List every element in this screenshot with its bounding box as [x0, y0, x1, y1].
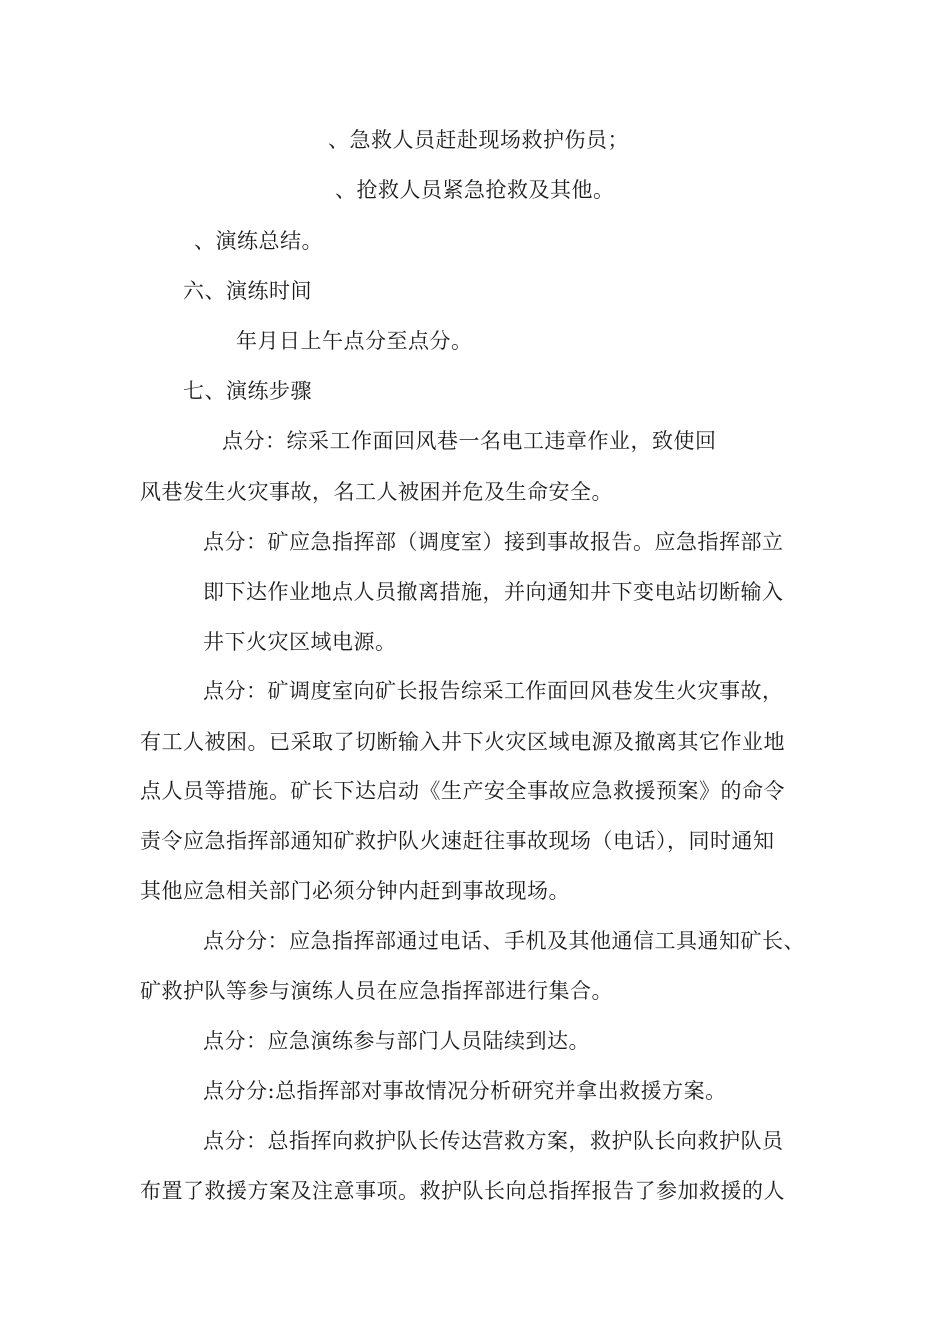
text-line-21: 点分：总指挥向救护队长传达营救方案，救护队长向救护队员	[203, 1129, 784, 1153]
text-line-14: 点人员等措施。矿长下达启动《生产安全事故应急救援预案》的命令	[140, 779, 785, 803]
section-heading-drill-time: 六、演练时间	[183, 279, 312, 303]
section-heading-drill-steps: 七、演练步骤	[183, 379, 312, 403]
text-line-17: 点分分：应急指挥部通过电话、手机及其他通信工具通知矿长、	[203, 929, 805, 953]
text-line-19: 点分：应急演练参与部门人员陆续到达。	[203, 1029, 590, 1053]
text-line-12: 点分：矿调度室向矿长报告综采工作面回风巷发生火灾事故，	[203, 679, 784, 703]
text-line-18: 矿救护队等参与演练人员在应急指挥部进行集合。	[140, 979, 613, 1003]
text-line-1: 、急救人员赶赴现场救护伤员；	[328, 128, 629, 152]
text-line-22: 布置了救援方案及注意事项。救护队长向总指挥报告了参加救援的人	[140, 1179, 785, 1203]
text-line-2: 、抢救人员紧急抢救及其他。	[335, 178, 615, 202]
text-line-20: 点分分:总指挥部对事故情况分析研究并拿出救援方案。	[203, 1079, 727, 1103]
text-line-13: 有工人被困。已采取了切断输入井下火灾区域电源及撤离其它作业地	[140, 730, 785, 754]
text-line-8: 风巷发生火灾事故，名工人被困并危及生命安全。	[140, 480, 613, 504]
text-line-11: 井下火灾区域电源。	[203, 630, 397, 654]
text-line-3: 、演练总结。	[194, 229, 323, 253]
text-line-7: 点分：综采工作面回风巷一名电工违章作业，致使回	[222, 429, 717, 453]
text-line-9: 点分：矿应急指挥部（调度室）接到事故报告。应急指挥部立	[203, 530, 784, 554]
text-line-16: 其他应急相关部门必须分钟内赶到事故现场。	[140, 879, 570, 903]
text-line-10: 即下达作业地点人员撤离措施，并向通知井下变电站切断输入	[203, 580, 784, 604]
text-line-15: 责令应急指挥部通知矿救护队火速赶往事故现场（电话），同时通知	[140, 829, 775, 853]
text-line-5: 年月日上午点分至点分。	[236, 329, 473, 353]
